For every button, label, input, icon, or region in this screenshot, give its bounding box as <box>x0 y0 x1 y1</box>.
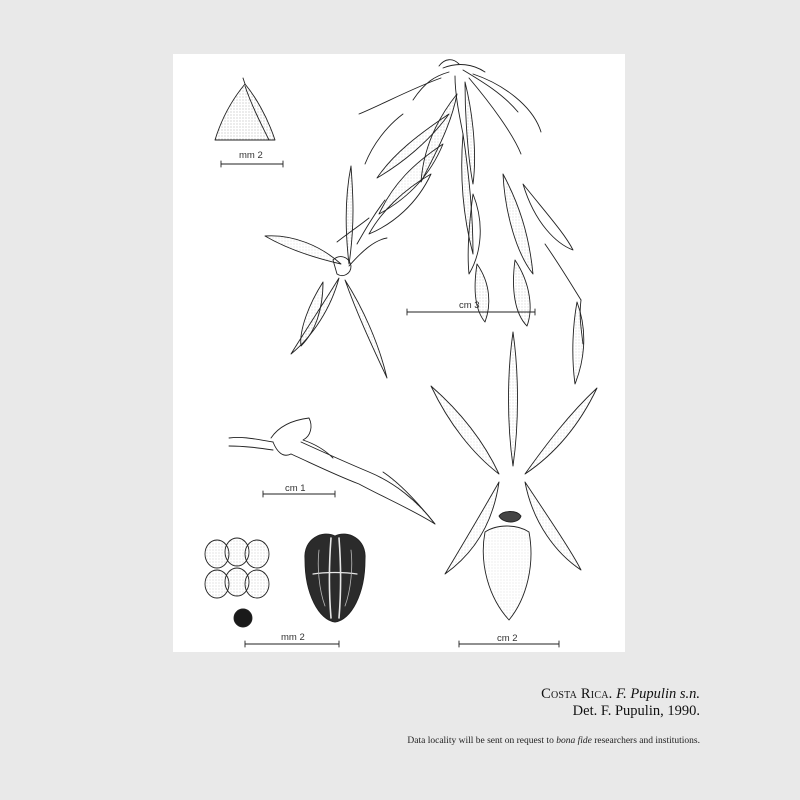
collection-line <box>541 686 700 703</box>
note-after: researchers and institutions. <box>594 736 700 746</box>
note-emphasis: bona fide <box>556 736 592 746</box>
scale-label-petal-tip: mm 2 <box>239 150 263 161</box>
scale-label-flower: cm 2 <box>497 633 518 644</box>
scale-label-column: cm 1 <box>285 483 306 494</box>
habit-flower <box>265 166 387 378</box>
specimen-caption <box>541 686 700 720</box>
petal-tip-detail <box>215 78 275 140</box>
botanical-drawing <box>173 54 625 652</box>
scale-bar-petal-tip <box>221 161 283 167</box>
scale-label-habit: cm 3 <box>459 300 480 311</box>
locality-note <box>407 736 700 746</box>
column-side-view <box>229 418 435 524</box>
anther-cap-detail <box>305 534 365 622</box>
collector: F. Pupulin s.n. <box>616 686 700 702</box>
scale-label-pollinia: mm 2 <box>281 632 305 643</box>
country: Costa Rica. <box>541 686 613 702</box>
illustration-plate <box>173 54 625 652</box>
note-before: Data locality will be sent on request to <box>407 736 554 746</box>
pollinia-detail <box>205 538 269 627</box>
determination-line: Det. F. Pupulin, 1990. <box>572 703 700 719</box>
flower-front-view <box>431 332 597 620</box>
